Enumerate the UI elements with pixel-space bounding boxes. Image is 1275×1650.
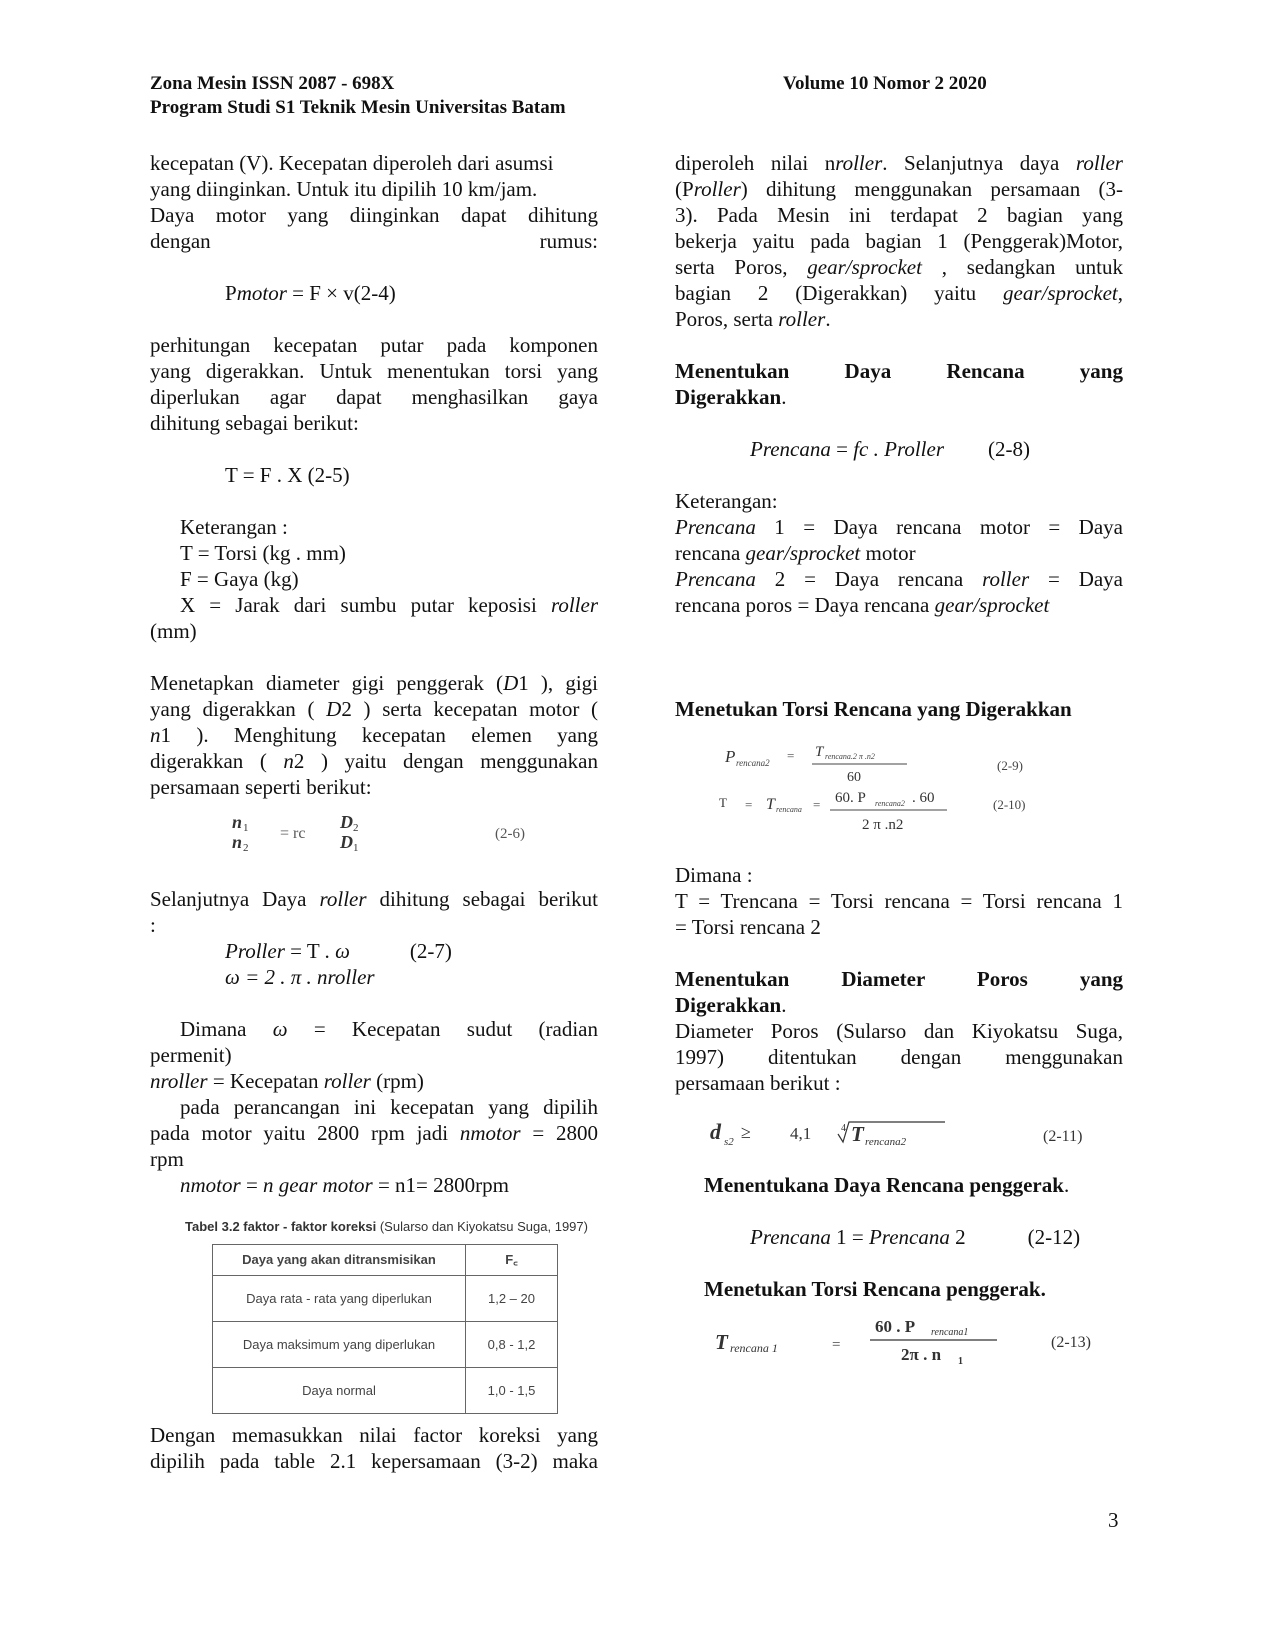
table-cell: 1,0 - 1,5 — [466, 1368, 558, 1414]
text-line: Dimana ω = Kecepatan sudut (radian — [180, 1017, 598, 1041]
text-line: permenit) — [150, 1043, 232, 1067]
svg-text:4: 4 — [841, 1123, 846, 1134]
equation-2-12: Prencana 1 = Prencana 2 (2-12) — [750, 1225, 1081, 1249]
text-line: Diameter Poros (Sularso dan Kiyokatsu Suga, — [675, 1019, 1123, 1043]
table-row — [213, 1368, 558, 1414]
svg-text:≥: ≥ — [741, 1122, 751, 1142]
equation-2-7: Proller = T . ω (2-7) — [225, 939, 452, 963]
svg-text:d: d — [710, 1119, 721, 1144]
journal-volume: Volume 10 Nomor 2 2020 — [783, 73, 987, 94]
table-cell: Daya normal — [213, 1368, 466, 1414]
journal-title: Zona Mesin ISSN 2087 - 698X — [150, 73, 395, 94]
svg-text:n: n — [232, 812, 243, 832]
svg-text:rencana: rencana — [776, 805, 802, 814]
correction-factor-table — [212, 1244, 558, 1414]
svg-text:1: 1 — [353, 842, 359, 854]
equation-2-9-2-10 — [675, 722, 1123, 852]
text-line: 3). Pada Mesin ini terdapat 2 bagian yang — [675, 203, 1123, 227]
svg-text:T: T — [851, 1122, 864, 1146]
table-row — [213, 1276, 558, 1322]
text-line: Daya motor yang diinginkan dapat dihitung — [150, 203, 598, 227]
svg-text:2 π .n2: 2 π .n2 — [862, 817, 904, 833]
svg-text:s2: s2 — [724, 1136, 734, 1148]
text-line: : — [150, 913, 156, 937]
text-line: bagian 2 (Digerakkan) yaitu gear/sprocket, — [675, 281, 1123, 305]
svg-text:(2-9): (2-9) — [997, 758, 1023, 773]
svg-text:(2-6): (2-6) — [495, 826, 525, 842]
left-column — [150, 150, 598, 1474]
table-caption: Tabel 3.2 faktor - faktor koreksi (Sularso dan Kiyokatsu Suga, 1997) — [185, 1219, 588, 1234]
text-line: Poros, serta roller. — [675, 307, 831, 331]
svg-text:60. P: 60. P — [835, 790, 866, 806]
svg-text:rencana2: rencana2 — [865, 1136, 907, 1148]
svg-text:rencana 1: rencana 1 — [730, 1341, 778, 1355]
text-line: Dengan memasukkan nilai factor koreksi yang — [150, 1423, 598, 1447]
section-heading: Menetukan Torsi Rencana yang Digerakkan — [675, 697, 1072, 721]
svg-text:T: T — [815, 744, 824, 760]
text-line: nmotor = n gear motor = n1= 2800rpm — [180, 1173, 509, 1197]
svg-text:rencana1: rencana1 — [931, 1327, 969, 1338]
text-line: (mm) — [150, 619, 197, 643]
svg-text:=: = — [813, 797, 821, 812]
text-line: yang digerakkan. Untuk menentukan torsi yang — [150, 359, 598, 383]
svg-text:60 . P: 60 . P — [875, 1317, 916, 1336]
table-cell: 1,2 – 20 — [466, 1276, 558, 1322]
svg-text:=: = — [832, 1337, 841, 1353]
section-heading: Menentukan Daya Rencana yang — [675, 359, 1123, 383]
equation-2-11 — [675, 1096, 1123, 1166]
equation-2-4: Pmotor = F × v(2-4) — [225, 281, 396, 305]
table-cell: Daya rata - rata yang diperlukan — [213, 1276, 466, 1322]
svg-text:n: n — [232, 832, 243, 852]
section-heading: Digerakkan. — [675, 993, 787, 1017]
svg-text:=: = — [745, 797, 753, 812]
svg-text:1: 1 — [958, 1356, 963, 1367]
svg-text:4,1: 4,1 — [790, 1124, 812, 1143]
svg-text:. 60: . 60 — [912, 790, 935, 806]
svg-text:T: T — [766, 796, 775, 813]
svg-text:T: T — [719, 795, 727, 810]
text-line: T = Trencana = Torsi rencana = Torsi rencana 1 — [675, 889, 1123, 913]
svg-text:rencana2: rencana2 — [736, 758, 770, 768]
text-line: = Torsi rencana 2 — [675, 915, 821, 939]
right-column — [675, 150, 1123, 1382]
text-line: pada motor yaitu 2800 rpm jadi nmotor = 2800 — [150, 1121, 598, 1145]
svg-text:(2-13): (2-13) — [1051, 1334, 1091, 1351]
svg-text:= rc: = rc — [280, 825, 306, 842]
text-line: dipilih pada table 2.1 kepersamaan (3-2) maka — [150, 1449, 598, 1473]
table-cell: 0,8 - 1,2 — [466, 1322, 558, 1368]
table-header-cell: F꜀ — [466, 1245, 558, 1276]
dimana-title: Dimana : — [675, 863, 753, 887]
section-heading: Menetukan Torsi Rencana penggerak. — [704, 1277, 1046, 1301]
text-line: yang diinginkan. Untuk itu dipilih 10 km/jam. — [150, 177, 538, 201]
text-line: (Proller) dihitung menggunakan persamaan (3- — [675, 177, 1123, 201]
text-line: kecepatan (V). Kecepatan diperoleh dari asumsi — [150, 151, 554, 175]
text-line: nroller = Kecepatan roller (rpm) — [150, 1069, 424, 1093]
text-line: dengan rumus: — [150, 229, 598, 253]
svg-text:D: D — [340, 832, 353, 852]
svg-text:=: = — [787, 748, 795, 763]
text-line: bekerja yaitu pada bagian 1 (Penggerak)Motor, — [675, 229, 1123, 253]
equation-2-8: Prencana = fc . Proller (2-8) — [750, 437, 1030, 461]
svg-text:2π . n: 2π . n — [901, 1345, 942, 1364]
text-line: Prencana 2 = Daya rencana roller = Daya — [675, 567, 1123, 591]
section-heading: Digerakkan. — [675, 385, 787, 409]
text-line: pada perancangan ini kecepatan yang dipilih — [180, 1095, 598, 1119]
equation-omega: ω = 2 . π . nroller — [225, 965, 375, 989]
svg-text:(2-10): (2-10) — [993, 797, 1026, 812]
equation-2-6 — [150, 800, 598, 860]
svg-text:rencana.2 π .n2: rencana.2 π .n2 — [825, 752, 875, 761]
page-number: 3 — [1108, 1508, 1119, 1532]
keterangan-item: F = Gaya (kg) — [180, 567, 299, 591]
keterangan-item: T = Torsi (kg . mm) — [180, 541, 346, 565]
svg-text:2: 2 — [353, 822, 359, 834]
text-line: persamaan berikut : — [675, 1071, 841, 1095]
text-line: rpm — [150, 1147, 184, 1171]
equation-2-5: T = F . X (2-5) — [225, 463, 350, 487]
text-line: diperoleh nilai nroller. Selanjutnya daya roller — [675, 151, 1123, 175]
text-line: 1997) ditentukan dengan menggunakan — [675, 1045, 1123, 1069]
equation-2-13 — [675, 1302, 1123, 1382]
svg-text:T: T — [715, 1330, 728, 1354]
text-line: persamaan seperti berikut: — [150, 775, 372, 799]
section-heading: Menentukan Diameter Poros yang — [675, 967, 1123, 991]
section-heading: Menentukana Daya Rencana penggerak. — [704, 1173, 1070, 1197]
text-line: yang digerakkan ( D2 ) serta kecepatan motor ( — [150, 697, 598, 721]
text-line: perhitungan kecepatan putar pada komponen — [150, 333, 598, 357]
keterangan-item: X = Jarak dari sumbu putar keposisi roller — [180, 593, 598, 617]
table-row — [213, 1322, 558, 1368]
keterangan-title: Keterangan: — [675, 489, 778, 513]
text-line: dihitung sebagai berikut: — [150, 411, 359, 435]
text-line: rencana poros = Daya rencana gear/sprocket — [675, 593, 1050, 617]
keterangan-title: Keterangan : — [180, 515, 288, 539]
table-cell: Daya maksimum yang diperlukan — [213, 1322, 466, 1368]
text-line: serta Poros, gear/sprocket , sedangkan untuk — [675, 255, 1123, 279]
text-line: n1 ). Menghitung kecepatan elemen yang — [150, 723, 598, 747]
svg-text:(2-11): (2-11) — [1043, 1128, 1083, 1145]
text-line: Selanjutnya Daya roller dihitung sebagai berikut — [150, 887, 598, 911]
table-header-cell: Daya yang akan ditransmisikan — [213, 1245, 466, 1276]
text-line: Prencana 1 = Daya rencana motor = Daya — [675, 515, 1123, 539]
svg-text:rencana2: rencana2 — [875, 799, 905, 808]
text-line: Menetapkan diameter gigi penggerak (D1 ), gigi — [150, 671, 598, 695]
svg-text:1: 1 — [243, 822, 249, 834]
text-line: digerakkan ( n2 ) yaitu dengan menggunakan — [150, 749, 598, 773]
svg-text:2: 2 — [243, 842, 249, 854]
svg-text:D: D — [340, 812, 353, 832]
text-line: rencana gear/sprocket motor — [675, 541, 916, 565]
text-line: diperlukan agar dapat menghasilkan gaya — [150, 385, 598, 409]
journal-program: Program Studi S1 Teknik Mesin Universitas Batam — [150, 97, 566, 118]
svg-text:60: 60 — [847, 770, 861, 785]
svg-text:P: P — [725, 747, 736, 766]
